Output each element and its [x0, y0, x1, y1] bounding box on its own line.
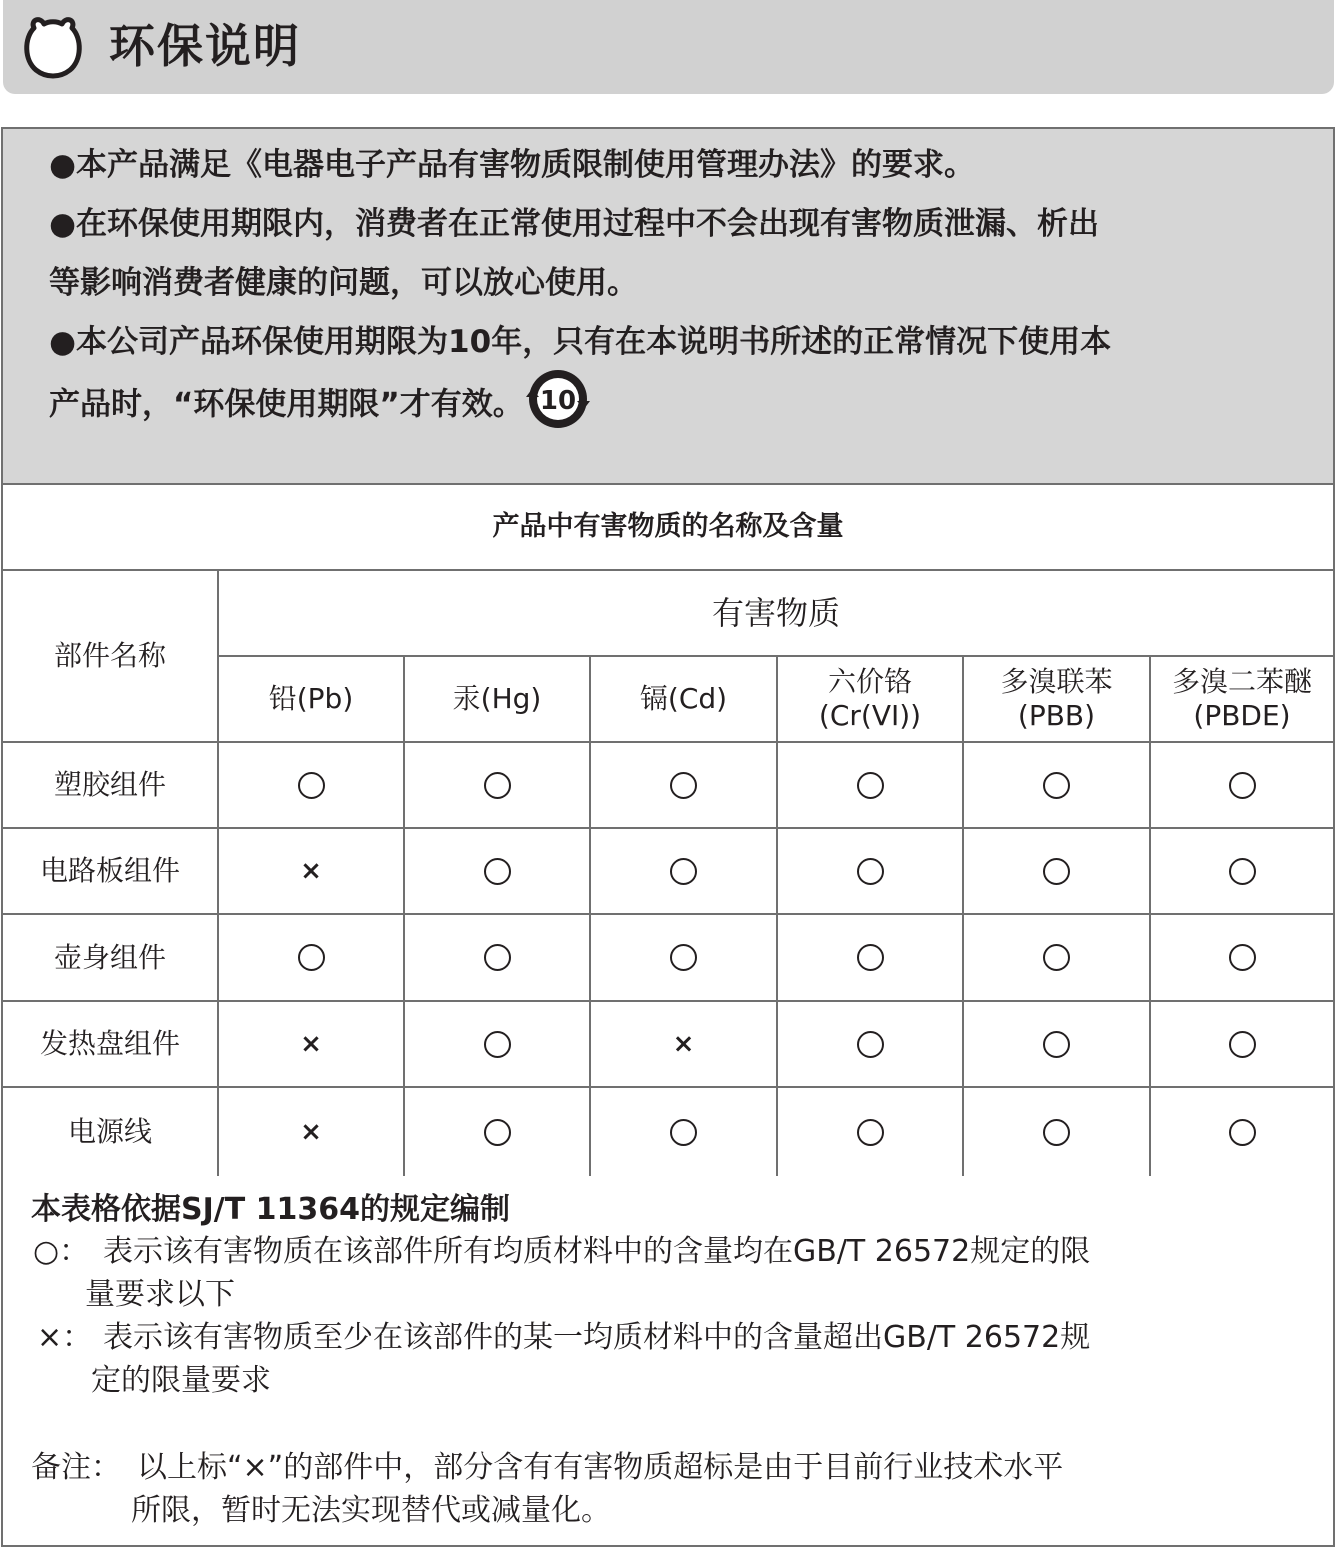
- compliant-circle-mark: [1229, 1119, 1256, 1146]
- hazardous-substance-header-cell: [219, 571, 1333, 657]
- part-name: 电源线: [67, 1115, 152, 1148]
- circle-legend-symbol: ○：: [33, 1234, 90, 1269]
- substance-value-cell: [1151, 915, 1333, 1002]
- table-title: 产品中有害物质的名称及含量: [3, 485, 1333, 571]
- substance-value-cell: [591, 1002, 778, 1088]
- compliant-circle-mark: [670, 772, 697, 799]
- compliant-circle-mark: [484, 1119, 511, 1146]
- circle-legend-text: 量要求以下: [85, 1277, 235, 1312]
- intro-line: 产品时，“环保使用期限”才有效。: [49, 386, 524, 423]
- intro-line-last: [49, 381, 590, 431]
- intro-line: ●本产品满足《电器电子产品有害物质限制使用管理办法》的要求。: [49, 147, 976, 183]
- substance-value-cell: [591, 829, 778, 915]
- substance-value-cell: [964, 829, 1151, 915]
- compliant-circle-mark: [298, 944, 325, 971]
- compliant-circle-mark: [484, 944, 511, 971]
- compliant-circle-mark: [484, 1031, 511, 1058]
- compliant-circle-mark: [857, 1031, 884, 1058]
- substance-header: [1172, 665, 1312, 733]
- substance-value-cell: [405, 829, 591, 915]
- compliant-circle-mark: [1043, 1119, 1070, 1146]
- substance-value-cell: [964, 743, 1151, 829]
- substance-header-cell: [778, 657, 964, 743]
- substance-value-cell: [1151, 829, 1333, 915]
- compliant-circle-mark: [1043, 858, 1070, 885]
- cross-legend-text: 定的限量要求: [91, 1363, 271, 1398]
- substance-value-cell: [778, 915, 964, 1002]
- intro-line: ●本公司产品环保使用期限为10年，只有在本说明书所述的正常情况下使用本: [49, 324, 1112, 360]
- substance-value-cell: [219, 743, 405, 829]
- environmental-statement: [1, 127, 1335, 1547]
- substance-value-cell: [778, 743, 964, 829]
- substance-name: 六价铬: [827, 665, 912, 698]
- bear-logo-icon: [20, 14, 86, 80]
- eco-period-number: 10: [539, 386, 576, 416]
- compliant-circle-mark: [857, 944, 884, 971]
- compliant-circle-mark: [1043, 1031, 1070, 1058]
- intro-line: 等影响消费者健康的问题，可以放心使用。: [49, 265, 638, 301]
- substance-name: 多溴二苯醚: [1171, 665, 1312, 698]
- substance-value-cell: [219, 915, 405, 1002]
- part-name-cell: [3, 915, 219, 1002]
- substance-name: 多溴联苯: [1000, 665, 1113, 698]
- cross-legend-symbol: ×：: [37, 1320, 93, 1355]
- substance-value-cell: [591, 743, 778, 829]
- substance-value-cell: [405, 915, 591, 1002]
- substance-name: 镉(Cd): [639, 682, 728, 715]
- intro-section: [3, 129, 1333, 485]
- substance-header: [1000, 665, 1112, 733]
- compliant-circle-mark: [1229, 1031, 1256, 1058]
- compliant-circle-mark: [1229, 944, 1256, 971]
- part-name-header-cell: [3, 571, 219, 743]
- exceeds-cross-mark: ×: [300, 856, 322, 886]
- substance-header: [453, 682, 542, 716]
- notes-section: [3, 1176, 1333, 1545]
- substance-value-cell: [778, 829, 964, 915]
- substance-value-cell: [219, 1002, 405, 1088]
- remark-text: 所限，暂时无法实现替代或减量化。: [131, 1493, 611, 1528]
- substance-formula: (PBB): [1017, 699, 1096, 732]
- part-name-cell: [3, 743, 219, 829]
- compliant-circle-mark: [484, 772, 511, 799]
- compliant-circle-mark: [1043, 772, 1070, 799]
- part-name: 塑胶组件: [53, 768, 166, 801]
- substance-value-cell: [219, 829, 405, 915]
- substance-header-cell: [964, 657, 1151, 743]
- compliant-circle-mark: [1229, 858, 1256, 885]
- substance-header: [269, 682, 354, 716]
- compliant-circle-mark: [857, 772, 884, 799]
- substance-formula: (Cr(VI)): [818, 699, 922, 732]
- substance-value-cell: [964, 1088, 1151, 1176]
- substance-formula: (PBDE): [1193, 699, 1291, 732]
- exceeds-cross-mark: ×: [300, 1117, 322, 1147]
- hazardous-substance-header: 有害物质: [711, 594, 840, 632]
- part-name-cell: [3, 1088, 219, 1176]
- compliant-circle-mark: [670, 858, 697, 885]
- cross-legend-text: 表示该有害物质至少在该部件的某一均质材料中的含量超出GB/T 26572规: [103, 1320, 1091, 1355]
- compliant-circle-mark: [857, 858, 884, 885]
- part-name: 壶身组件: [53, 940, 166, 974]
- substance-value-cell: [778, 1002, 964, 1088]
- part-name: 电路板组件: [39, 854, 180, 887]
- compliant-circle-mark: [484, 858, 511, 885]
- remark-label: 备注：: [31, 1450, 121, 1485]
- compliant-circle-mark: [670, 1119, 697, 1146]
- compliant-circle-mark: [298, 772, 325, 799]
- remark-text: 以上标“×”的部件中，部分含有有害物质超标是由于目前行业技术水平: [137, 1450, 1064, 1485]
- substance-name: 铅(Pb): [268, 682, 354, 715]
- header-bar: [3, 0, 1334, 94]
- compliant-circle-mark: [670, 944, 697, 971]
- part-name-cell: [3, 829, 219, 915]
- exceeds-cross-mark: ×: [300, 1029, 322, 1059]
- substance-header-cell: [1151, 657, 1333, 743]
- substance-header: [640, 682, 727, 716]
- substance-value-cell: [778, 1088, 964, 1176]
- substance-header-cell: [405, 657, 591, 743]
- substance-value-cell: [1151, 1088, 1333, 1176]
- substance-value-cell: [964, 915, 1151, 1002]
- part-name: 发热盘组件: [39, 1027, 180, 1060]
- substance-name: 汞(Hg): [452, 682, 542, 715]
- substance-value-cell: [405, 1002, 591, 1088]
- substance-value-cell: [405, 1088, 591, 1176]
- substance-value-cell: [1151, 1002, 1333, 1088]
- substance-value-cell: [219, 1088, 405, 1176]
- compliant-circle-mark: [1229, 772, 1256, 799]
- page-title: 环保说明: [109, 19, 301, 73]
- compliant-circle-mark: [857, 1119, 884, 1146]
- substance-value-cell: [591, 1088, 778, 1176]
- substance-value-cell: [1151, 743, 1333, 829]
- substance-header-cell: [219, 657, 405, 743]
- exceeds-cross-mark: ×: [672, 1029, 695, 1059]
- part-name-cell: [3, 1002, 219, 1088]
- basis-note: 本表格依据SJ/T 11364的规定编制: [31, 1192, 511, 1227]
- intro-line: ●在环保使用期限内，消费者在正常使用过程中不会出现有害物质泄漏、析出: [49, 206, 1100, 242]
- part-name-header: 部件名称: [53, 639, 166, 672]
- substance-header-cell: [591, 657, 778, 743]
- substance-value-cell: [964, 1002, 1151, 1088]
- circle-legend-text: 表示该有害物质在该部件所有均质材料中的含量均在GB/T 26572规定的限: [103, 1234, 1091, 1269]
- substance-header: [819, 665, 921, 733]
- substance-value-cell: [591, 915, 778, 1002]
- eco-period-mark-icon: [526, 367, 590, 431]
- substance-value-cell: [405, 743, 591, 829]
- compliant-circle-mark: [1043, 944, 1070, 971]
